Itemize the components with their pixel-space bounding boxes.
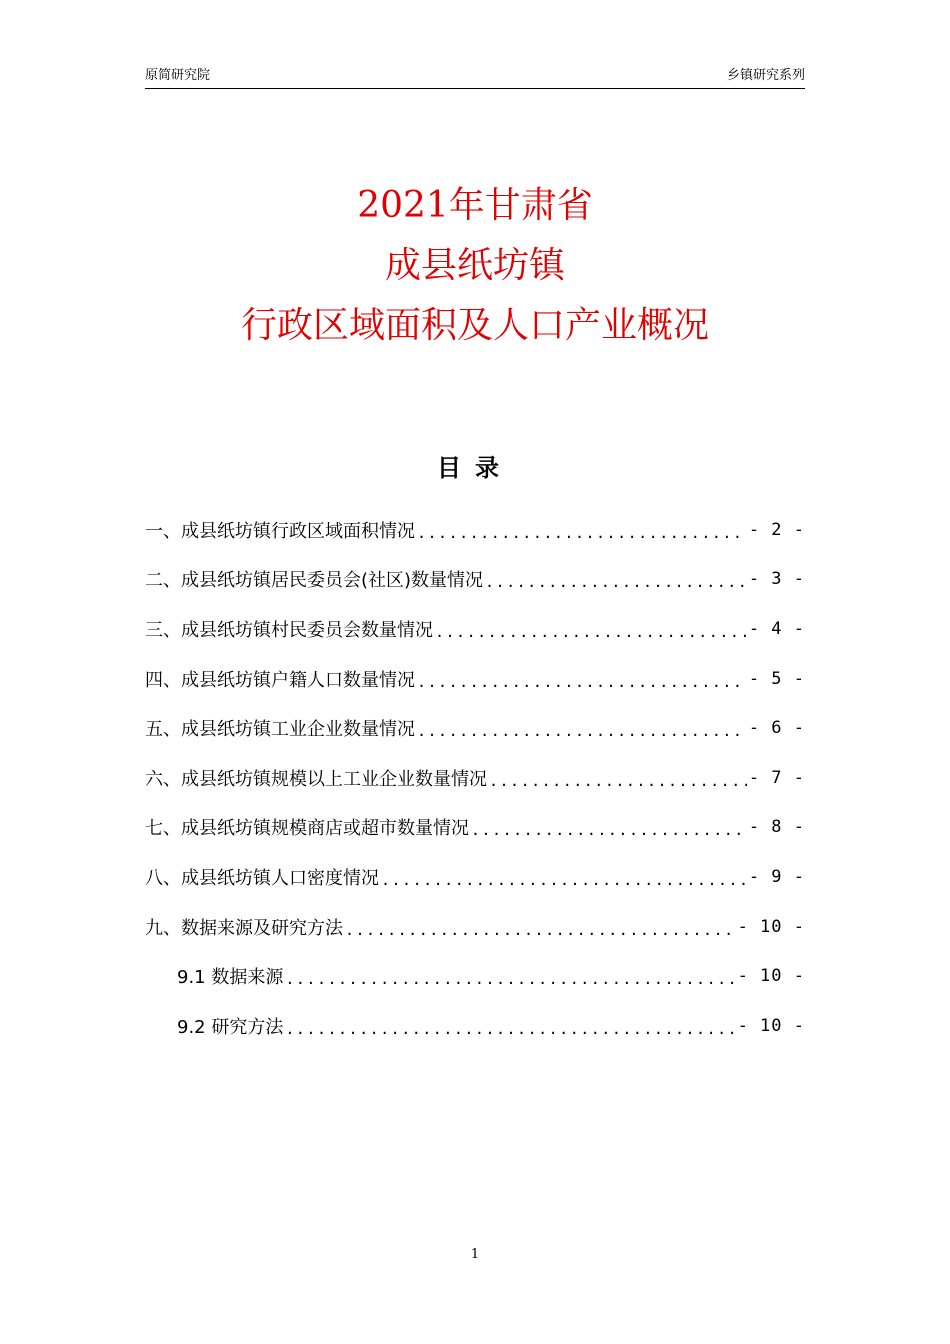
toc-entry-page: - 10 - <box>737 1015 805 1036</box>
toc-entry[interactable] <box>145 654 805 704</box>
toc-entry[interactable] <box>145 703 805 753</box>
toc-entry[interactable] <box>145 803 805 853</box>
toc-entry-page: - 7 - <box>748 767 805 788</box>
title-line-year-province: 2021年甘肃省 <box>357 185 593 226</box>
toc-entry-page: - 8 - <box>748 817 805 838</box>
toc-entry-page: - 5 - <box>748 668 805 689</box>
toc-entry-page: - 10 - <box>737 966 805 987</box>
toc-dot-leader <box>485 573 747 591</box>
toc-entry[interactable] <box>145 604 805 654</box>
toc-entry-page: - 4 - <box>748 618 805 639</box>
toc-entry[interactable] <box>145 852 805 902</box>
toc-dot-leader <box>417 722 747 740</box>
toc-entry-page: - 6 - <box>748 718 805 739</box>
toc-entry-label: 七、成县纸坊镇规模商店或超市数量情况 <box>145 818 469 840</box>
toc-entry-label: 五、成县纸坊镇工业企业数量情况 <box>145 719 415 741</box>
toc-dot-leader <box>285 1020 735 1038</box>
toc-dot-leader <box>381 871 747 889</box>
toc-entry-page: - 3 - <box>748 569 805 590</box>
toc-entry[interactable] <box>145 753 805 803</box>
toc-entry-label: 一、成县纸坊镇行政区域面积情况 <box>145 520 415 542</box>
toc-dot-leader <box>471 821 747 839</box>
toc-entry-label: 九、数据来源及研究方法 <box>145 917 343 939</box>
toc-subentry[interactable] <box>145 951 805 1001</box>
toc-dot-leader <box>285 970 735 988</box>
toc-dot-leader <box>417 673 747 691</box>
toc-subentry[interactable] <box>145 1001 805 1051</box>
title-line-town: 成县纸坊镇 <box>384 245 565 286</box>
toc-entry-page: - 10 - <box>737 916 805 937</box>
toc-entry-label: 四、成县纸坊镇户籍人口数量情况 <box>145 669 415 691</box>
toc-entry-page: - 2 - <box>748 519 805 540</box>
toc-entry-label: 三、成县纸坊镇村民委员会数量情况 <box>145 619 433 641</box>
toc-entry-label: 9.2 研究方法 <box>177 1016 284 1038</box>
page-number: 1 <box>470 1247 480 1262</box>
toc-entry[interactable] <box>145 555 805 605</box>
page-header <box>145 66 805 89</box>
toc-entry[interactable] <box>145 505 805 555</box>
toc-entry-label: 二、成县纸坊镇居民委员会(社区)数量情况 <box>145 570 484 592</box>
title-line-subject: 行政区域面积及人口产业概况 <box>240 305 709 346</box>
toc-entry-label: 9.1 数据来源 <box>177 967 284 989</box>
toc-dot-leader <box>489 772 747 790</box>
header-publisher: 原简研究院 <box>145 68 211 83</box>
toc-dot-leader <box>345 921 736 939</box>
toc-entry-label: 六、成县纸坊镇规模以上工业企业数量情况 <box>145 768 487 790</box>
toc-entry-page: - 9 - <box>748 866 805 887</box>
header-series: 乡镇研究系列 <box>726 68 805 83</box>
toc-entry-label: 八、成县纸坊镇人口密度情况 <box>145 867 379 889</box>
table-of-contents <box>145 505 805 1051</box>
toc-entry[interactable] <box>145 902 805 952</box>
document-title <box>0 176 950 356</box>
toc-dot-leader <box>435 623 747 641</box>
toc-heading: 目录 <box>437 454 513 482</box>
toc-dot-leader <box>417 524 747 542</box>
